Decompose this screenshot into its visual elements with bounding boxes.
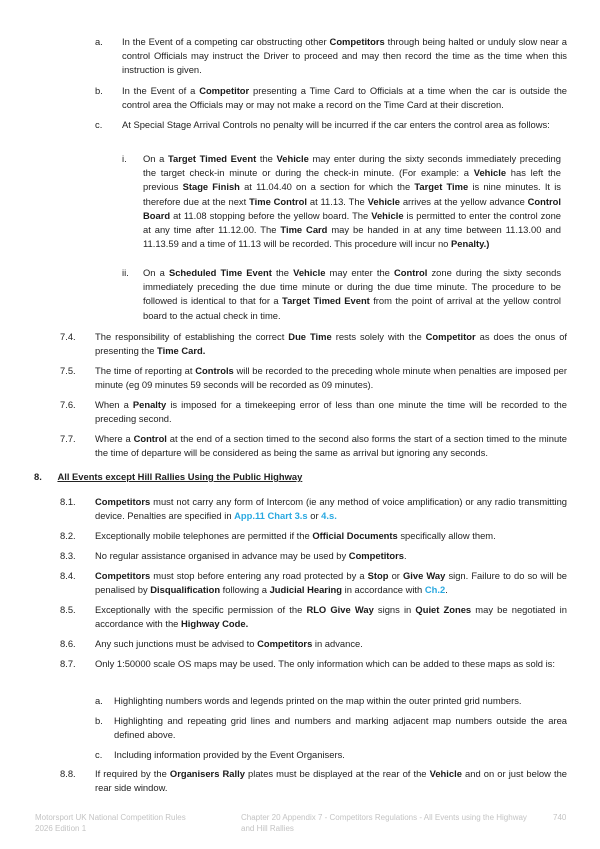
clause-number: 7.5. xyxy=(60,365,76,376)
clause-text: No regular assistance organised in advance may be used by Competitors. xyxy=(95,550,407,561)
defined-term: Give Way xyxy=(403,570,446,581)
clause-number: 8.3. xyxy=(60,550,76,561)
cross-reference-link[interactable]: 4.s. xyxy=(321,510,337,522)
clause-number: 8.5. xyxy=(60,604,76,615)
clause-number: 8.6. xyxy=(60,638,76,649)
clause-number: 8.8. xyxy=(60,768,76,779)
section-title: All Events except Hill Rallies Using the Public Highway xyxy=(57,471,303,482)
item-label: a. xyxy=(95,36,103,47)
defined-term: Official Documents xyxy=(312,530,398,541)
defined-term: Competitors xyxy=(348,550,405,561)
defined-term: Target Timed Event xyxy=(168,153,257,164)
item-label: c. xyxy=(95,119,103,130)
defined-term: Target Time xyxy=(414,181,469,193)
defined-term: RLO Give Way xyxy=(306,604,374,615)
item-text: Highlighting and repeating grid lines and numbers and marking adjacent map numbers outside the area defined above. xyxy=(114,715,567,741)
item-text: Highlighting numbers words and legends printed on the map within the outer printed grid numbers. xyxy=(114,695,522,706)
section-heading xyxy=(34,470,302,484)
defined-term: Vehicle xyxy=(429,768,462,779)
defined-term: Control Board xyxy=(143,195,561,221)
clause-text: Competitors must not carry any form of Intercom (ie any method of voice amplification) or any radio transmitting device. Penalties are specified in App.11 Chart 3.s or 4.s. xyxy=(95,496,567,522)
defined-term: Organisers Rally xyxy=(169,768,245,779)
item-label: i. xyxy=(122,153,127,164)
clause-text: Where a Control at the end of a section timed to the second also forms the start of a section timed to the minute the time of departure will be considered as being the same as arrival but ignoring any seconds. xyxy=(95,433,567,459)
defined-term: Time Card xyxy=(280,224,328,236)
clause-text: The time of reporting at Controls will be recorded to the preceding whole minute when penalties are imposed per minute (eg 09 minutes 59 seconds will be recorded as 09 minutes). xyxy=(95,365,567,391)
clause-number: 8.4. xyxy=(60,570,76,581)
defined-term: Quiet Zones xyxy=(415,604,472,615)
defined-term: Vehicle xyxy=(276,153,309,164)
defined-term: Due Time xyxy=(288,331,332,342)
defined-term: Stage Finish xyxy=(182,181,240,193)
defined-term: Vehicle xyxy=(293,267,326,278)
defined-term: Stop xyxy=(367,570,389,581)
clause-text: Competitors must stop before entering any road protected by a Stop or Give Way sign. Failure to do so will be penalised by Disqualification following a Judicial Hearing in accordance with Ch.2. xyxy=(95,570,568,596)
item-label: ii. xyxy=(122,267,129,278)
clause-text: Exceptionally with the specific permission of the RLO Give Way signs in Quiet Zones may be negotiated in accordance with the Highway Code. xyxy=(95,604,567,630)
clause-number: 8.7. xyxy=(60,658,76,669)
item-label: c. xyxy=(95,749,103,760)
cross-reference-link[interactable]: Ch.2 xyxy=(424,584,446,596)
item-text: On a Target Timed Event the Vehicle may enter during the sixty seconds immediately preceding the target check-in minute or during the check-in minute. (For example: a Vehicle has left the previous Stage Finish at 11.04.40 on a section for which the Target Time is nine minutes. It is therefore due at the next Time Control at 11.13. The Vehicle arrives at the yellow advance Control Board at 11.08 stopping before the yellow board. The Vehicle is permitted to enter the control zone at any time after 11.12.00. The Time Card may be handed in at any time between 11.13.00 and 11.13.59 and a time of 11.13 will be recorded. This procedure will incur no Penalty.) xyxy=(143,153,562,250)
footer-publication: Motorsport UK National Competition Rules 2026 Edition 1 xyxy=(35,813,186,833)
item-label: b. xyxy=(95,715,103,726)
clause-text: Only 1:50000 scale OS maps may be used. The only information which can be added to these maps as sold is: xyxy=(95,658,555,669)
defined-term: Disqualification xyxy=(150,584,221,596)
cross-reference-link[interactable]: App.11 Chart 3.s xyxy=(234,510,308,522)
clause-number: 8.2. xyxy=(60,530,76,541)
defined-term: Highway Code. xyxy=(181,618,249,630)
defined-term: Competitors xyxy=(95,570,151,581)
defined-term: Control xyxy=(394,267,428,278)
section-number: 8. xyxy=(34,471,42,482)
item-text: On a Scheduled Time Event the Vehicle may enter the Control zone during the sixty seconds immediately preceding the due time minute or during the due time minute. The procedure to be followed is identical to that for a Target Timed Event from the point of arrival at the yellow control board to the actual check in time. xyxy=(143,267,562,321)
footer-chapter: Chapter 20 Appendix 7 - Competitors Regulations - All Events using the Highway and Hill Rallies xyxy=(241,813,527,833)
defined-term: Control xyxy=(133,433,167,444)
clause-text: Exceptionally mobile telephones are permitted if the Official Documents specifically allow them. xyxy=(95,530,496,541)
item-text: In the Event of a Competitor presenting a Time Card to Officials at a time when the car is outside the control area the Officials may or may not make a record on the Time Card at their discretion. xyxy=(122,85,567,111)
item-label: a. xyxy=(95,695,103,706)
defined-term: Competitor xyxy=(199,85,250,96)
defined-term: Penalty.) xyxy=(451,238,490,250)
clause-number: 7.7. xyxy=(60,433,76,444)
defined-term: Competitor xyxy=(425,331,476,342)
clause-number: 7.6. xyxy=(60,399,76,410)
item-text: At Special Stage Arrival Controls no penalty will be incurred if the car enters the control area as follows: xyxy=(122,119,550,130)
clause-text: Any such junctions must be advised to Competitors in advance. xyxy=(95,638,363,649)
defined-term: Vehicle xyxy=(371,209,404,221)
defined-term: Competitors xyxy=(329,36,385,47)
clause-text: When a Penalty is imposed for a timekeeping error of less than one minute the time will be recorded to the preceding second. xyxy=(95,399,567,425)
item-label: b. xyxy=(95,85,103,96)
defined-term: Controls xyxy=(195,365,234,376)
defined-term: Time Card. xyxy=(157,345,206,357)
defined-term: Competitors xyxy=(257,638,313,649)
defined-term: Vehicle xyxy=(367,195,400,207)
item-text: In the Event of a competing car obstructing other Competitors through being halted or unduly slow near a control Officials may instruct the Driver to proceed and may then record the time as the time when this instruction is given. xyxy=(122,36,568,76)
defined-term: Penalty xyxy=(132,399,167,410)
clause-number: 8.1. xyxy=(60,496,76,507)
defined-term: Vehicle xyxy=(473,167,507,179)
defined-term: Time Control xyxy=(249,195,307,207)
footer-page-number: 740 xyxy=(553,813,567,822)
defined-term: Target Timed Event xyxy=(282,295,370,307)
defined-term: Scheduled Time Event xyxy=(168,267,272,278)
item-text: Including information provided by the Event Organisers. xyxy=(114,749,345,760)
clause-text: If required by the Organisers Rally plates must be displayed at the rear of the Vehicle and on or just below the rear side window. xyxy=(95,768,568,794)
clause-text: The responsibility of establishing the correct Due Time rests solely with the Competitor as does the onus of presenting the Time Card. xyxy=(95,331,568,357)
defined-term: Judicial Hearing xyxy=(269,584,342,596)
clause-number: 7.4. xyxy=(60,331,76,342)
defined-term: Competitors xyxy=(95,496,151,507)
